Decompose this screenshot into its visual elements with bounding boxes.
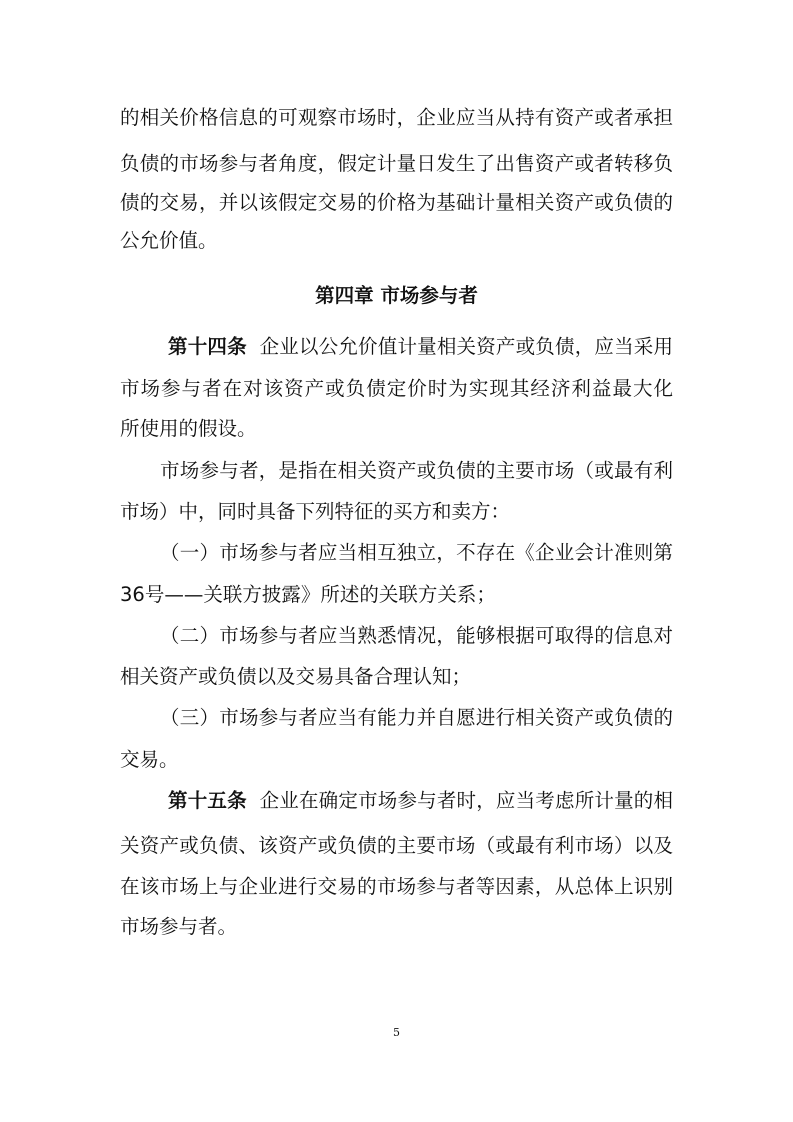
article-14-label: 第十四条 [168,335,247,358]
paragraph-line: 公允价值。 [120,229,218,252]
paragraph-line: 市场参与者。 [120,915,238,938]
paragraph-line: 负债的市场参与者角度，假定计量日发生了出售资产或者转移负 [120,152,673,175]
chapter-title: 第四章 市场参与者 [315,284,478,307]
article-15-first-line [168,786,673,816]
paragraph-line: 所使用的假设。 [120,417,257,440]
list-item-1: （一）市场参与者应当相互独立，不存在《企业会计准则第 [160,541,673,564]
list-item-2-cont: 相关资产或负债以及交易具备合理认知； [120,665,472,688]
list-item-3: （三）市场参与者应当有能力并自愿进行相关资产或负债的 [160,706,673,729]
paragraph-line: 市场参与者，是指在相关资产或负债的主要市场（或最有利 [160,459,673,482]
paragraph-line: 市场）中，同时具备下列特征的买方和卖方： [120,500,511,523]
article-14-first-line [168,332,673,362]
article-15-text: 企业在确定市场参与者时，应当考虑所计量的相 [259,789,673,812]
paragraph-line: 债的交易，并以该假定交易的价格为基础计量相关资产或负债的 [120,191,673,214]
paragraph-line: 在该市场上与企业进行交易的市场参与者等因素，从总体上识别 [120,875,673,898]
paragraph-line: 关资产或负债、该资产或负债的主要市场（或最有利市场）以及 [120,834,673,857]
list-item-2: （二）市场参与者应当熟悉情况，能够根据可取得的信息对 [160,624,673,647]
paragraph-line: 的相关价格信息的可观察市场时，企业应当从持有资产或者承担 [120,106,673,129]
list-item-3-cont: 交易。 [120,748,179,771]
paragraph-line: 市场参与者在对该资产或负债定价时为实现其经济利益最大化 [120,377,673,400]
list-item-1-cont: 36号——关联方披露》所述的关联方关系； [120,583,496,606]
article-14-text: 企业以公允价值计量相关资产或负债，应当采用 [259,335,673,358]
article-15-label: 第十五条 [168,789,247,812]
page-number: 5 [393,1026,400,1039]
